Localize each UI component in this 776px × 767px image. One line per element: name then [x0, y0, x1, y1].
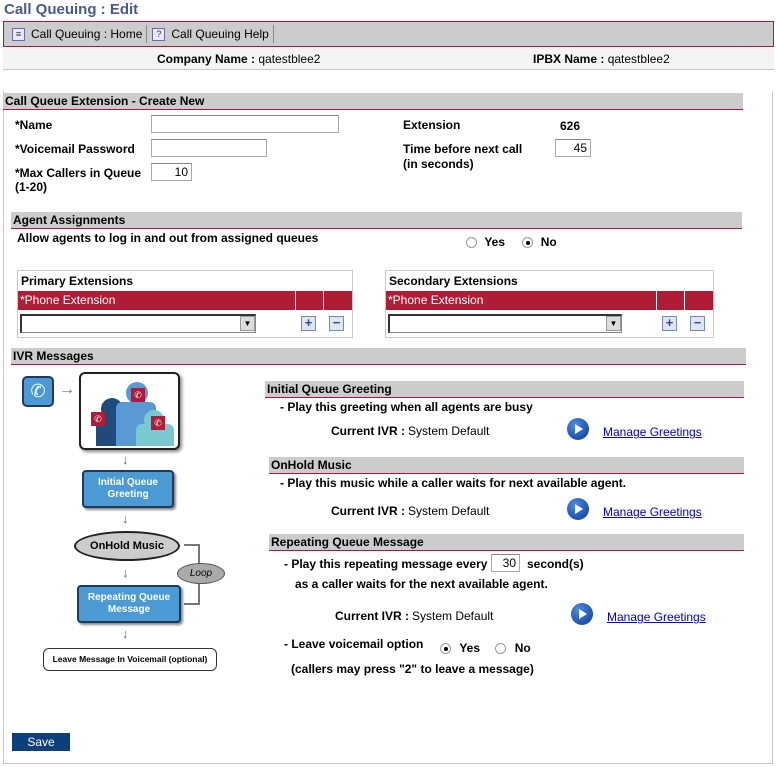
name-label: *Name: [15, 118, 53, 132]
diagram-leave-message: Leave Message In Voicemail (optional): [43, 648, 217, 671]
chevron-down-icon: ▼: [606, 316, 621, 331]
time-before-next-call-input[interactable]: [555, 139, 591, 157]
max-callers-range: (1-20): [15, 180, 48, 194]
create-section-header: Call Queue Extension - Create New: [3, 93, 743, 110]
extension-label: Extension: [403, 118, 461, 132]
allow-agents-yes-label: Yes: [484, 235, 506, 249]
call-queuing-help-link[interactable]: [152, 25, 273, 43]
initial-manage-greetings-link[interactable]: Manage Greetings: [603, 425, 702, 439]
secondary-extensions-title: Secondary Extensions: [389, 274, 518, 288]
arrow-right-icon: →: [59, 381, 75, 398]
toolbar: [3, 21, 774, 47]
diagram-initial-queue-greeting: Initial Queue Greeting: [82, 470, 174, 508]
ipbx-name: IPBX Name : qatestblee2: [533, 52, 670, 66]
secondary-extensions-header-row: [386, 291, 713, 310]
secondary-extension-select[interactable]: [388, 314, 622, 333]
primary-extensions-panel: [17, 270, 353, 338]
onhold-current-ivr-label: Current IVR :: [331, 504, 406, 518]
onhold-music-desc: - Play this music while a caller waits for next available agent.: [280, 476, 627, 490]
ivr-messages-header: IVR Messages: [11, 348, 746, 365]
call-queuing-home-link[interactable]: [12, 25, 147, 43]
max-callers-label: *Max Callers in Queue: [15, 166, 142, 180]
leave-voicemail-radio-group: [440, 641, 531, 655]
phone-extension-column-header: *Phone Extension: [18, 291, 296, 310]
repeating-desc-line2: as a caller waits for the next available agent.: [295, 577, 548, 591]
allow-agents-no-label: No: [540, 235, 557, 249]
arrow-down-icon: ↓: [122, 626, 129, 641]
repeating-current-ivr-label: Current IVR :: [335, 609, 410, 623]
call-queuing-home-label: Call Queuing : Home: [31, 27, 143, 41]
primary-add-button[interactable]: +: [301, 316, 316, 331]
save-button[interactable]: Save: [12, 733, 70, 751]
repeating-play-icon[interactable]: [571, 603, 593, 625]
repeating-current-ivr-value: System Default: [412, 609, 494, 623]
diagram-onhold-music: OnHold Music: [74, 531, 180, 561]
page-title: Call Queuing : Edit: [4, 1, 139, 18]
max-callers-input[interactable]: [151, 163, 192, 181]
allow-agents-radio-group: [466, 235, 557, 249]
phone-extension-column-header: *Phone Extension: [386, 291, 657, 310]
info-bar: [3, 48, 774, 70]
secondary-remove-button[interactable]: −: [690, 316, 705, 331]
voicemail-note: (callers may press "2" to leave a message): [291, 662, 534, 676]
repeating-desc-post: second(s): [527, 557, 584, 571]
diagram-repeating-queue-message: Repeating Queue Message: [77, 585, 181, 623]
chevron-down-icon: ▼: [240, 316, 255, 331]
time-before-next-call-label: Time before next call: [403, 142, 523, 156]
onhold-manage-greetings-link[interactable]: Manage Greetings: [603, 505, 702, 519]
onhold-current-ivr-value: System Default: [408, 504, 490, 518]
voicemail-password-input[interactable]: [151, 139, 267, 157]
onhold-play-icon[interactable]: [567, 498, 589, 520]
leave-voicemail-yes-radio[interactable]: [440, 643, 451, 654]
name-input[interactable]: [151, 115, 339, 133]
call-queuing-help-label: Call Queuing Help: [171, 27, 269, 41]
phone-icon: ✆: [22, 376, 54, 407]
initial-greeting-header: Initial Queue Greeting: [265, 381, 744, 398]
leave-voicemail-label: - Leave voicemail option: [284, 637, 424, 651]
remove-column-header: [685, 291, 713, 310]
repeating-interval-input[interactable]: [491, 554, 520, 572]
secondary-add-button[interactable]: +: [662, 316, 677, 331]
initial-current-ivr-value: System Default: [408, 424, 490, 438]
leave-voicemail-yes-label: Yes: [459, 641, 481, 655]
allow-agents-label: Allow agents to log in and out from assigned queues: [17, 231, 319, 245]
initial-play-icon[interactable]: [567, 418, 589, 440]
repeating-manage-greetings-link[interactable]: Manage Greetings: [607, 610, 706, 624]
allow-agents-yes-radio[interactable]: [466, 237, 477, 248]
allow-agents-no-radio[interactable]: [522, 237, 533, 248]
arrow-down-icon: ↓: [122, 565, 129, 580]
company-name: Company Name : qatestblee2: [157, 52, 321, 66]
help-icon: ?: [152, 28, 165, 41]
agents-group-icon: ✆ ✆ ✆: [79, 372, 180, 450]
primary-extensions-header-row: [18, 291, 352, 310]
secondary-extensions-panel: [385, 270, 714, 338]
leave-voicemail-no-radio[interactable]: [495, 643, 506, 654]
remove-column-header: [324, 291, 352, 310]
primary-remove-button[interactable]: −: [329, 316, 344, 331]
diagram-loop: Loop: [177, 563, 225, 584]
initial-greeting-desc: - Play this greeting when all agents are busy: [280, 400, 533, 414]
onhold-music-header: OnHold Music: [269, 457, 744, 474]
arrow-down-icon: ↓: [122, 511, 129, 526]
primary-extension-select[interactable]: [20, 314, 256, 333]
initial-current-ivr-label: Current IVR :: [331, 424, 406, 438]
arrow-down-icon: ↓: [122, 452, 129, 467]
repeating-desc-pre: - Play this repeating message every: [284, 557, 488, 571]
extension-value: 626: [560, 119, 581, 133]
time-in-seconds-label: (in seconds): [403, 157, 474, 171]
add-column-header: [296, 291, 324, 310]
primary-extensions-title: Primary Extensions: [21, 274, 134, 288]
list-icon: ≡: [12, 28, 25, 41]
voicemail-password-label: *Voicemail Password: [15, 142, 135, 156]
add-column-header: [657, 291, 685, 310]
repeating-message-header: Repeating Queue Message: [269, 534, 744, 551]
agent-assignments-header: Agent Assignments: [11, 212, 742, 229]
leave-voicemail-no-label: No: [514, 641, 531, 655]
